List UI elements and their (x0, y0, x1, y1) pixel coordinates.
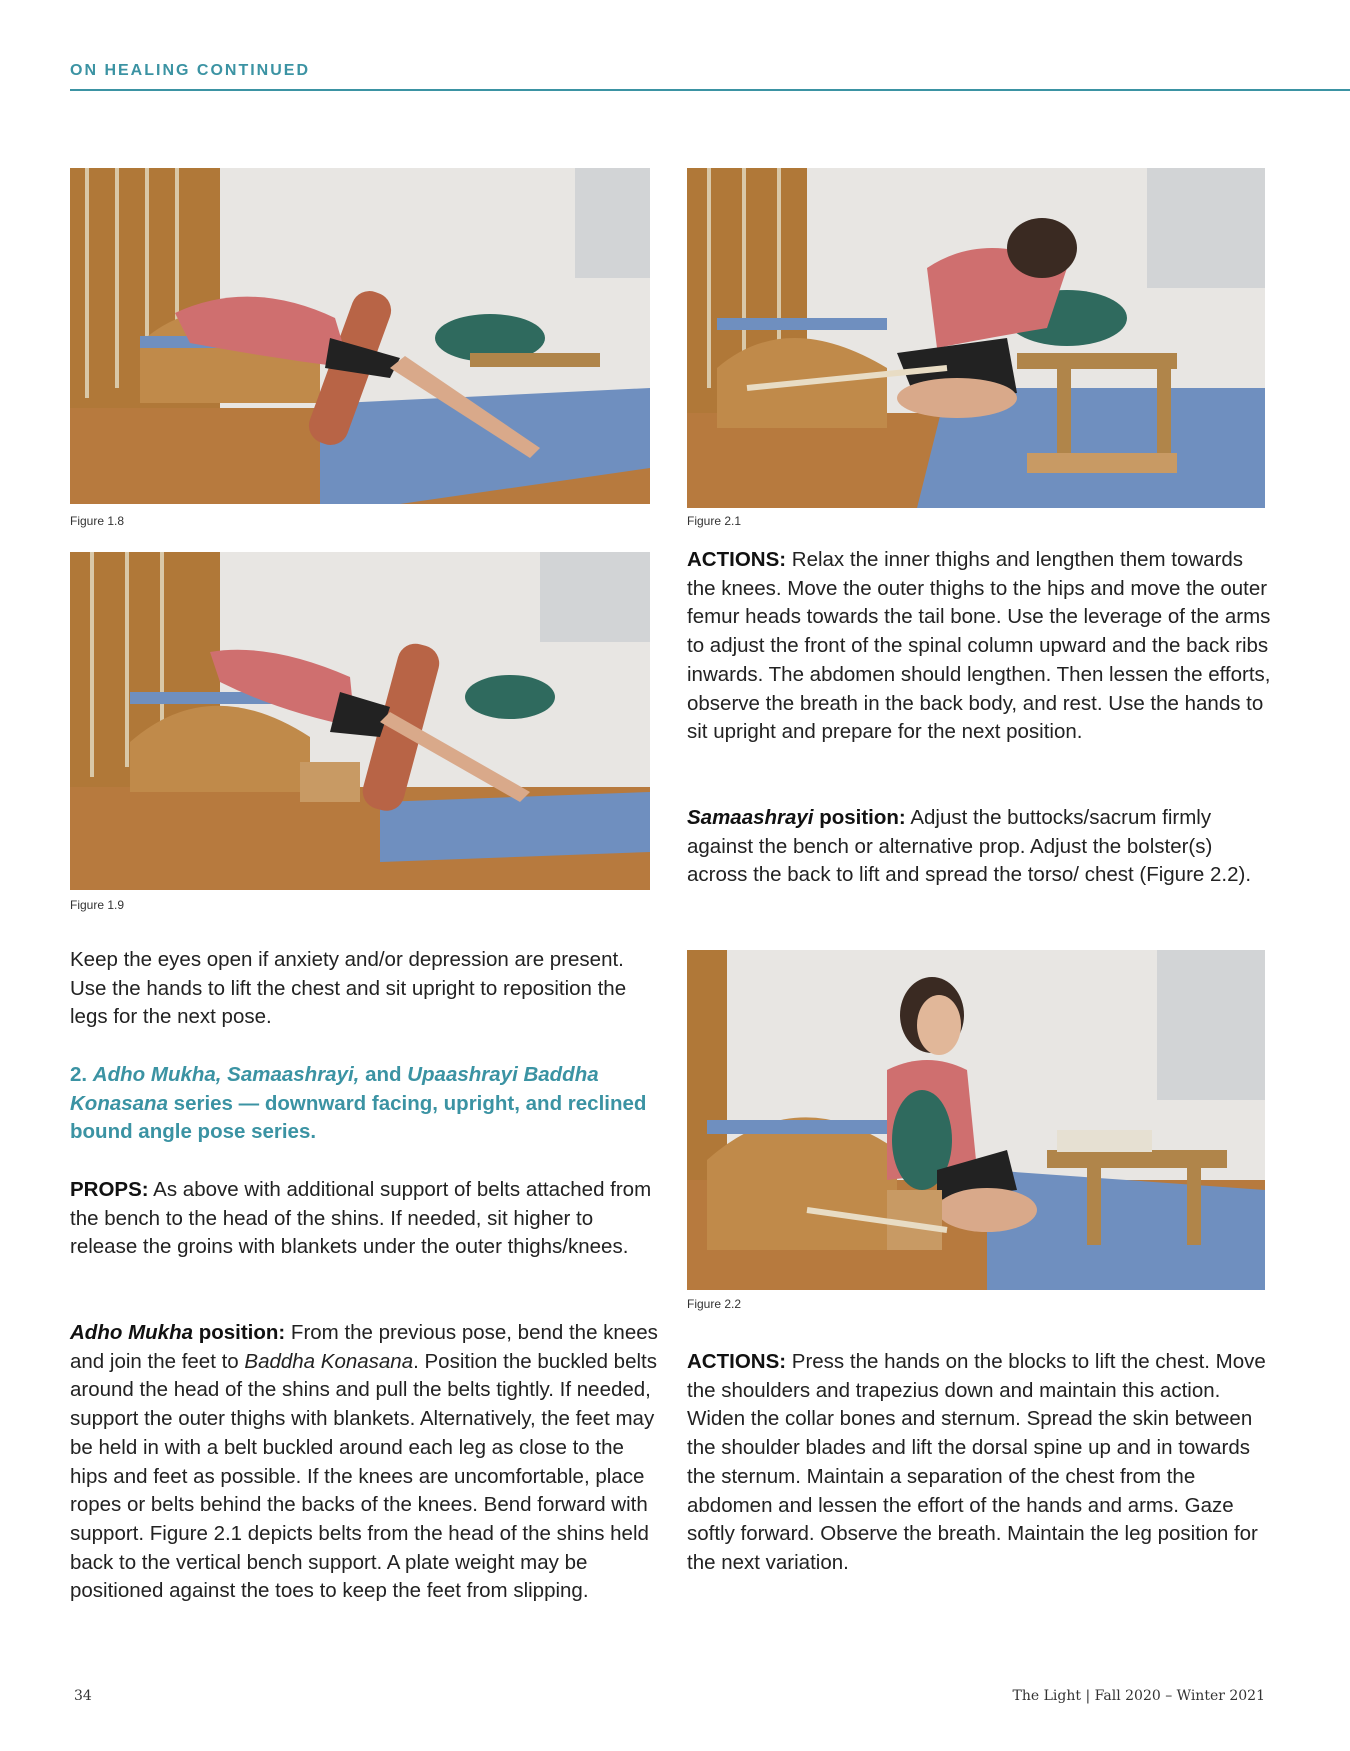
photo-figure-2-2 (687, 950, 1265, 1290)
samaashrayi-label-italic: Samaashrayi (687, 806, 814, 829)
actions-1-label: ACTIONS: (687, 548, 787, 571)
caption-figure-2-1: Figure 2.1 (687, 514, 742, 528)
actions-2-label: ACTIONS: (687, 1350, 787, 1373)
caption-figure-1-9: Figure 1.9 (70, 898, 125, 912)
caption-figure-1-8: Figure 1.8 (70, 514, 125, 528)
adho-mukha-text-2: . Position the buckled belts around the head of the shins and pull the belts tightly. If needed, support the outer thighs with blankets. Alternatively, the feet may be held in with a belt buckled around each leg as close to the hips and feet as possible. If the knees are uncomfortable, place ropes or belts behind the backs of the knees. Bend forward with support. Figure 2.1 depicts belts from the head of the shins held back to the vertical bench support. A plate weight may be positioned against the toes to keep the feet from slipping. (70, 1349, 657, 1603)
series-heading-number: 2. (70, 1063, 93, 1086)
adho-mukha-label-rest: position: (193, 1321, 286, 1344)
publication-info: The Light | Fall 2020 – Winter 2021 (1012, 1688, 1265, 1704)
series-heading-italic-2: Upaashrayi Baddha Konasana (70, 1063, 599, 1115)
series-heading-italic-1: Adho Mukha, Samaashrayi, (92, 1063, 360, 1086)
keep-eyes-paragraph: Keep the eyes open if anxiety and/or depression are present. Use the hands to lift the chest and sit upright to reposition the legs for the next pose. (70, 948, 627, 1029)
photo-figure-2-1 (687, 168, 1265, 508)
adho-mukha-text-1: From the previous pose, bend the knees and join the feet to (70, 1321, 658, 1373)
samaashrayi-label-rest: position: (813, 806, 906, 829)
caption-figure-2-2: Figure 2.2 (687, 1297, 742, 1311)
actions-1-text: Relax the inner thighs and lengthen them towards the knees. Move the outer thighs to the hips and move the outer femur heads towards the tail bone. Use the leverage of the arms to adjust the front of the spinal column upward and the back ribs inwards. The abdomen should lengthen. Then lessen the efforts, observe the breath in the back body, and rest. Use the hands to sit upright and prepare for the next position. (687, 548, 1271, 744)
props-paragraph (70, 1176, 660, 1262)
page-number: 34 (74, 1688, 92, 1704)
samaashrayi-paragraph (687, 804, 1272, 890)
samaashrayi-text: Adjust the buttocks/sacrum firmly against the bench or alternative prop. Adjust the bolster(s) across the back to lift and spread the torso/ chest (Figure 2.2). (687, 806, 1252, 887)
photo-figure-1-9 (70, 552, 650, 890)
series-heading (70, 1061, 660, 1147)
samaashrayi-label (687, 806, 906, 829)
series-heading-rest: series — downward facing, upright, and reclined bound angle pose series. (70, 1091, 647, 1144)
actions-2-text: Press the hands on the blocks to lift the chest. Move the shoulders and trapezius down and maintain this action. Widen the collar bones and sternum. Spread the skin between the shoulder blades and lift the dorsal spine up and in towards the sternum. Maintain a separation of the chest from the abdomen and lessen the effort of the hands and arms. Gaze softly forward. Observe the breath. Maintain the leg position for the next variation. (687, 1350, 1266, 1574)
adho-mukha-label (70, 1321, 285, 1344)
series-heading-and: and (359, 1063, 408, 1086)
adho-mukha-paragraph (70, 1319, 660, 1606)
section-header: ON HEALING CONTINUED (70, 62, 310, 79)
header-rule (70, 89, 1350, 91)
actions-paragraph-1 (687, 546, 1272, 747)
adho-mukha-italic: Baddha Konasana (244, 1349, 414, 1373)
props-text: As above with additional support of belts attached from the bench to the head of the shins. If needed, sit higher to release the groins with blankets under the outer thighs/knees. (70, 1178, 652, 1259)
photo-figure-1-8 (70, 168, 650, 504)
actions-paragraph-2 (687, 1348, 1272, 1578)
adho-mukha-label-italic: Adho Mukha (70, 1321, 193, 1344)
props-label: PROPS: (70, 1178, 149, 1201)
